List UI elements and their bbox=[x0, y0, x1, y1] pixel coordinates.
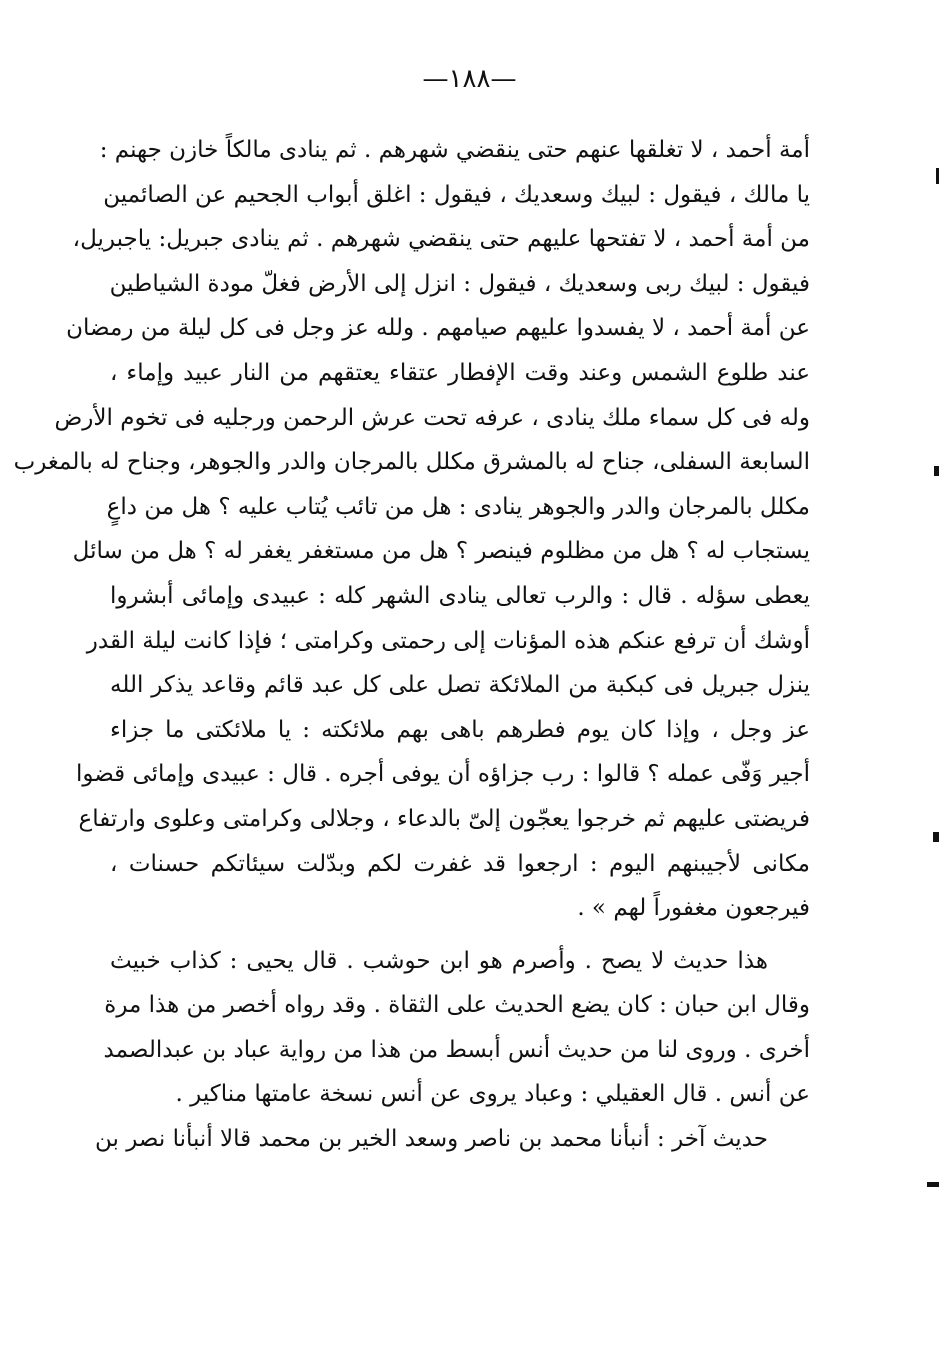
text-line: حديث آخر : أنبأنا محمد بن ناصر وسعد الخير بن محمد قالا أنبأنا نصر بن bbox=[95, 1126, 768, 1153]
text-line: يعطى سؤله . قال : والرب تعالى ينادى الشهر كله : عبيدى وإمائى أبشروا bbox=[110, 582, 810, 609]
text-line: من أمة أحمد ، لا تفتحها عليهم حتى ينقضي شهرهم . ثم ينادى جبريل: ياجبريل، bbox=[72, 226, 810, 253]
text-line: أجير وَفّى عمله ؟ قالوا : رب جزاؤه أن يوفى أجره . قال : عبيدى وإمائى قضوا bbox=[75, 761, 810, 788]
paragraph-hadith-text bbox=[13, 128, 810, 931]
text-line: فريضتى عليهم ثم خرجوا يعجّون إلىّ بالدعاء ، وجلالى وكرامتى وعلوى وارتفاع bbox=[78, 805, 810, 832]
text-line: مكلل بالمرجان والدر والجوهر ينادى : هل من تائب يُتاب عليه ؟ هل من داعٍ bbox=[106, 493, 810, 520]
text-line: أمة أحمد ، لا تغلقها عنهم حتى ينقضي شهرهم . ثم ينادى مالكاً خازن جهنم : bbox=[99, 137, 810, 163]
text-line: وله فى كل سماء ملك ينادى ، عرفه تحت عرش الرحمن ورجليه فى تخوم الأرض bbox=[54, 404, 810, 431]
text-line: فيرجعون مغفوراً لهم » . bbox=[577, 895, 810, 922]
text-line: يا مالك ، فيقول : لبيك وسعديك ، فيقول : اغلق أبواب الجحيم عن الصائمين bbox=[103, 181, 810, 208]
text-line: السابعة السفلى، جناح له بالمشرق مكلل بالمرجان والدر والجوهر، وجناح له بالمغرب bbox=[13, 449, 810, 476]
text-line: يستجاب له ؟ هل من مظلوم فينصر ؟ هل من مستغفر يغفر له ؟ هل من سائل bbox=[72, 538, 810, 565]
text-line: عند طلوع الشمس وعند وقت الإفطار عتقاء يعتقهم من النار عبيد وإماء ، bbox=[110, 359, 810, 386]
scan-edge-mark bbox=[934, 466, 939, 476]
body-text bbox=[13, 128, 810, 1162]
text-line: ينزل جبريل فى كبكبة من الملائكة تصل على كل عبد قائم وقاعد يذكر الله bbox=[110, 672, 810, 699]
scan-edge-mark bbox=[927, 1182, 939, 1187]
text-line: أوشك أن ترفع عنكم هذه المؤنات إلى رحمتى وكرامتى ؛ فإذا كانت ليلة القدر bbox=[86, 627, 810, 654]
text-line: عن أمة أحمد ، لا يفسدوا عليهم صيامهم . ولله عز وجل فى كل ليلة من رمضان bbox=[66, 315, 810, 342]
text-line: هذا حديث لا يصح . وأصرم هو ابن حوشب . قال يحيى : كذاب خبيث bbox=[110, 947, 768, 974]
paragraph-next-hadith bbox=[95, 1117, 810, 1162]
paragraph-gap bbox=[110, 931, 810, 939]
text-line: فيقول : لبيك ربى وسعديك ، فيقول : انزل إلى الأرض فغلّ مودة الشياطين bbox=[109, 270, 810, 297]
page-number: —١٨٨— bbox=[422, 64, 517, 94]
text-line: عن أنس . قال العقيلي : وعباد يروى عن أنس نسخة عامتها مناكير . bbox=[175, 1081, 810, 1108]
text-line: عز وجل ، وإذا كان يوم فطرهم باهى بهم ملائكته : يا ملائكتى ما جزاء bbox=[110, 716, 810, 743]
paragraph-commentary bbox=[103, 939, 810, 1117]
text-line: أخرى . وروى لنا من حديث أنس أبسط من هذا من رواية عباد بن عبدالصمد bbox=[103, 1036, 810, 1063]
text-line: مكانى لأجيبنهم اليوم : ارجعوا قد غفرت لكم وبدّلت سيئاتكم حسنات ، bbox=[110, 850, 810, 877]
text-line: وقال ابن حبان : كان يضع الحديث على الثقاة . وقد رواه أخصر من هذا مرة bbox=[104, 992, 810, 1019]
scan-edge-mark bbox=[933, 832, 939, 842]
